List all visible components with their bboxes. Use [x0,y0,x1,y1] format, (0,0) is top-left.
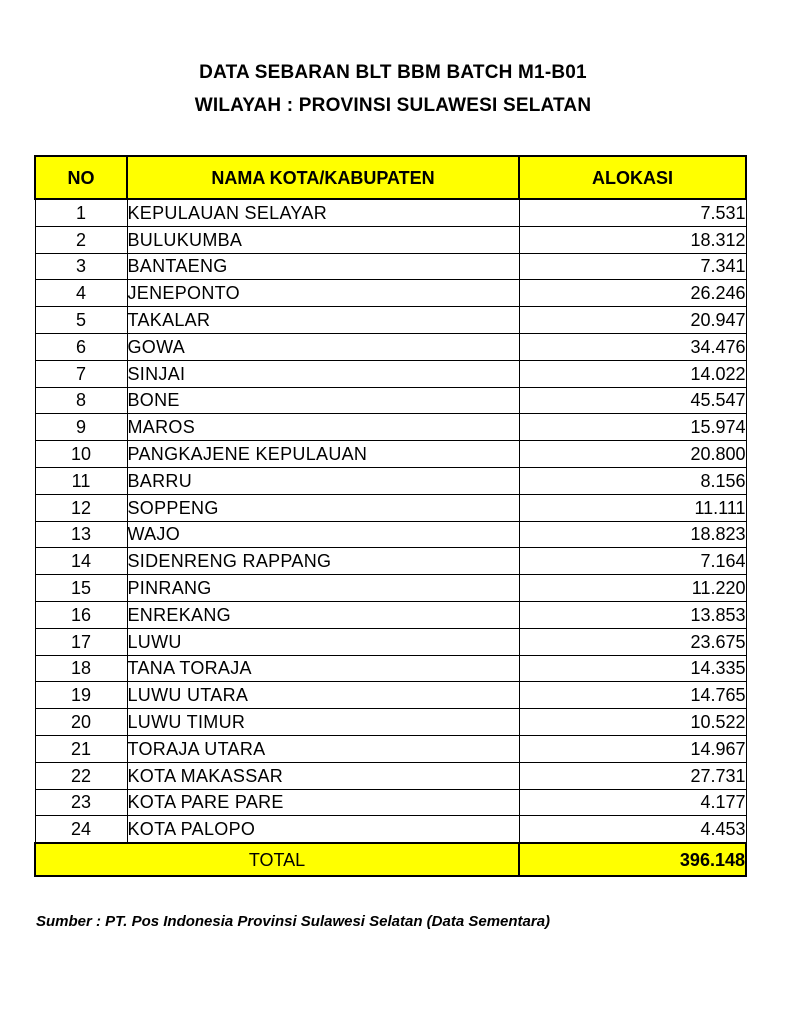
row-region-name: KOTA PALOPO [127,816,519,843]
row-number: 1 [35,199,127,226]
row-number: 18 [35,655,127,682]
table-row [35,414,746,441]
row-region-name: BULUKUMBA [127,226,519,253]
table-row [35,467,746,494]
row-allocation: 8.156 [519,467,746,494]
row-number: 4 [35,280,127,307]
table-row [35,521,746,548]
table-row [35,360,746,387]
source-note: Sumber : PT. Pos Indonesia Provinsi Sulawesi Selatan (Data Sementara) [36,913,551,930]
row-allocation: 10.522 [519,709,746,736]
row-region-name: SOPPENG [127,494,519,521]
row-number: 20 [35,709,127,736]
row-number: 24 [35,816,127,843]
table-row [35,441,746,468]
row-allocation: 18.823 [519,521,746,548]
table-row [35,628,746,655]
row-region-name: KEPULAUAN SELAYAR [127,199,519,226]
row-region-name: TORAJA UTARA [127,735,519,762]
table-row [35,709,746,736]
row-region-name: LUWU UTARA [127,682,519,709]
table-header-row [35,156,746,199]
row-allocation: 34.476 [519,333,746,360]
row-number: 15 [35,575,127,602]
row-region-name: SINJAI [127,360,519,387]
row-allocation: 20.947 [519,307,746,334]
row-region-name: WAJO [127,521,519,548]
row-region-name: MAROS [127,414,519,441]
table-row [35,307,746,334]
document-subtitle: WILAYAH : PROVINSI SULAWESI SELATAN [194,95,592,116]
table-row [35,816,746,843]
row-region-name: JENEPONTO [127,280,519,307]
row-number: 6 [35,333,127,360]
total-row [35,843,746,876]
table-row [35,199,746,226]
row-region-name: TAKALAR [127,307,519,334]
row-number: 9 [35,414,127,441]
table-row [35,280,746,307]
table-row [35,226,746,253]
table-row [35,548,746,575]
row-allocation: 26.246 [519,280,746,307]
row-number: 11 [35,467,127,494]
allocation-table [34,155,747,877]
row-number: 23 [35,789,127,816]
row-number: 5 [35,307,127,334]
row-number: 14 [35,548,127,575]
row-region-name: PANGKAJENE KEPULAUAN [127,441,519,468]
row-allocation: 7.341 [519,253,746,280]
row-number: 7 [35,360,127,387]
row-number: 10 [35,441,127,468]
table-row [35,575,746,602]
row-allocation: 14.022 [519,360,746,387]
column-header-alokasi: ALOKASI [519,156,746,199]
table-row [35,789,746,816]
row-allocation: 45.547 [519,387,746,414]
row-allocation: 11.220 [519,575,746,602]
row-allocation: 14.765 [519,682,746,709]
row-allocation: 15.974 [519,414,746,441]
row-region-name: BANTAENG [127,253,519,280]
row-number: 16 [35,601,127,628]
row-allocation: 18.312 [519,226,746,253]
table-row [35,655,746,682]
row-allocation: 4.453 [519,816,746,843]
row-number: 2 [35,226,127,253]
row-allocation: 27.731 [519,762,746,789]
table-row [35,601,746,628]
table-row [35,494,746,521]
row-region-name: SIDENRENG RAPPANG [127,548,519,575]
row-allocation: 7.531 [519,199,746,226]
table-row [35,682,746,709]
row-region-name: TANA TORAJA [127,655,519,682]
row-region-name: BONE [127,387,519,414]
row-region-name: ENREKANG [127,601,519,628]
row-number: 12 [35,494,127,521]
table-row [35,762,746,789]
row-number: 21 [35,735,127,762]
row-number: 8 [35,387,127,414]
row-allocation: 7.164 [519,548,746,575]
table-row [35,735,746,762]
row-allocation: 20.800 [519,441,746,468]
row-allocation: 14.335 [519,655,746,682]
row-region-name: KOTA PARE PARE [127,789,519,816]
row-allocation: 14.967 [519,735,746,762]
row-region-name: LUWU TIMUR [127,709,519,736]
row-number: 3 [35,253,127,280]
row-allocation: 4.177 [519,789,746,816]
row-allocation: 13.853 [519,601,746,628]
row-region-name: LUWU [127,628,519,655]
total-value: 396.148 [519,843,746,876]
column-header-name: NAMA KOTA/KABUPATEN [127,156,519,199]
row-region-name: KOTA MAKASSAR [127,762,519,789]
row-region-name: GOWA [127,333,519,360]
row-number: 17 [35,628,127,655]
total-label: TOTAL [35,843,519,876]
table-row [35,333,746,360]
row-allocation: 11.111 [519,494,746,521]
row-number: 19 [35,682,127,709]
document-title: DATA SEBARAN BLT BBM BATCH M1-B01 [199,62,587,83]
row-region-name: PINRANG [127,575,519,602]
row-region-name: BARRU [127,467,519,494]
table-row [35,387,746,414]
table-row [35,253,746,280]
table-body [35,199,746,843]
row-number: 22 [35,762,127,789]
row-allocation: 23.675 [519,628,746,655]
row-number: 13 [35,521,127,548]
column-header-no: NO [35,156,127,199]
